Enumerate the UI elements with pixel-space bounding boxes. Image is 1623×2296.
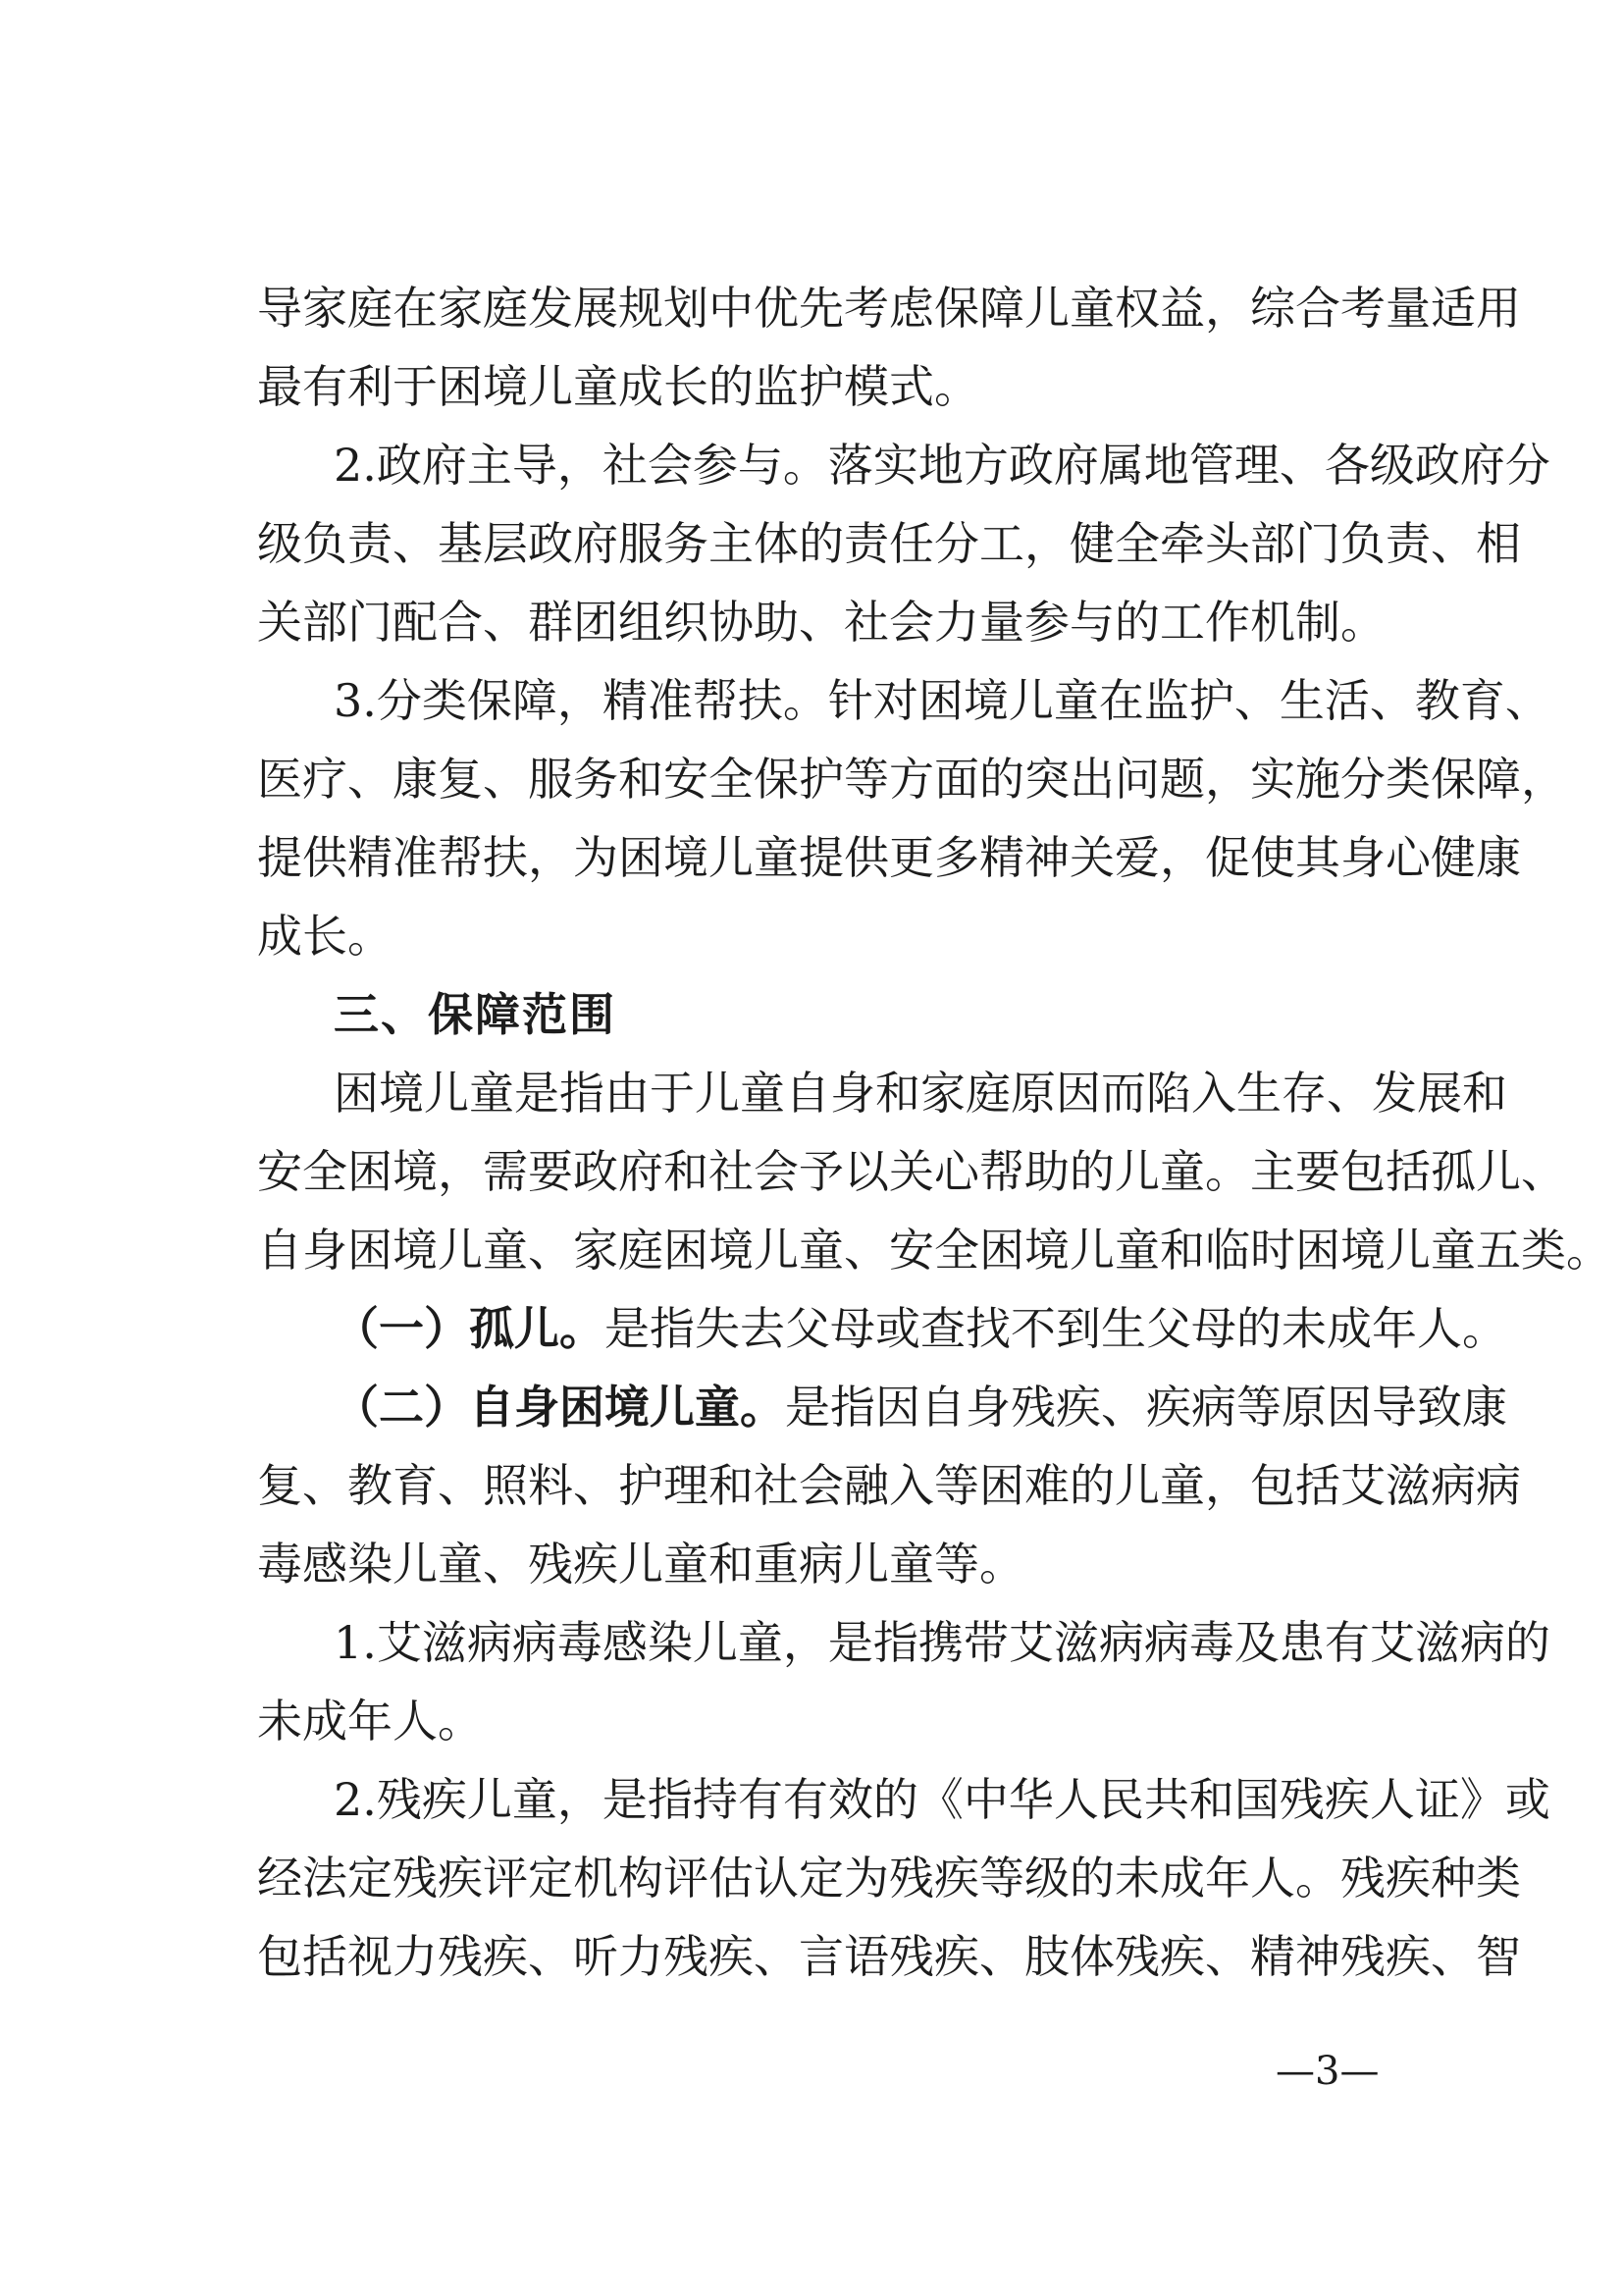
body-line: 经法定残疾评定机构评估认定为残疾等级的未成年人。残疾种类 <box>257 1852 1521 1905</box>
body-line: 未成年人。 <box>257 1695 483 1748</box>
body-line: 级负责、基层政府服务主体的责任分工，健全牵头部门负责、相 <box>257 517 1521 570</box>
body-line: 成长。 <box>257 910 393 963</box>
body-line: 毒感染儿童、残疾儿童和重病儿童等。 <box>257 1538 1024 1591</box>
category-1-line <box>334 1299 1507 1358</box>
body-line: 包括视力残疾、听力残疾、言语残疾、肢体残疾、精神残疾、智 <box>257 1930 1521 1983</box>
subitem-1-line: 1.艾滋病病毒感染儿童，是指携带艾滋病病毒及患有艾滋病的 <box>334 1616 1550 1669</box>
category-title: （一）孤儿。 <box>334 1302 604 1355</box>
body-line: 关部门配合、群团组织协助、社会力量参与的工作机制。 <box>257 596 1386 649</box>
category-2-line <box>334 1378 1507 1436</box>
body-line: 提供精准帮扶，为困境儿童提供更多精神关爱，促使其身心健康 <box>257 831 1521 884</box>
body-line: 最有利于困境儿童成长的监护模式。 <box>257 360 979 413</box>
category-text: 是指失去父母或查找不到生父母的未成年人。 <box>604 1302 1507 1355</box>
body-line: 安全困境，需要政府和社会予以关心帮助的儿童。主要包括孤儿、 <box>257 1145 1566 1198</box>
section-heading: 三、保障范围 <box>334 988 616 1041</box>
body-line: 复、教育、照料、护理和社会融入等困难的儿童，包括艾滋病病 <box>257 1459 1521 1512</box>
category-title: （二）自身困境儿童。 <box>334 1381 785 1434</box>
page-number: —3— <box>1276 2049 1380 2094</box>
category-text: 是指因自身残疾、疾病等原因导致康 <box>785 1381 1507 1434</box>
body-line: 困境儿童是指由于儿童自身和家庭原因而陷入生存、发展和 <box>334 1067 1507 1120</box>
subitem-2-line: 2.残疾儿童，是指持有有效的《中华人民共和国残疾人证》或 <box>334 1773 1550 1826</box>
body-line: 自身困境儿童、家庭困境儿童、安全困境儿童和临时困境儿童五类。 <box>257 1224 1611 1277</box>
principle-2-line: 2.政府主导，社会参与。落实地方政府属地管理、各级政府分 <box>334 439 1550 492</box>
body-line: 医疗、康复、服务和安全保护等方面的突出问题，实施分类保障， <box>257 753 1566 806</box>
principle-3-line: 3.分类保障，精准帮扶。针对困境儿童在监护、生活、教育、 <box>334 674 1550 727</box>
body-line: 导家庭在家庭发展规划中优先考虑保障儿童权益，综合考量适用 <box>257 282 1521 335</box>
